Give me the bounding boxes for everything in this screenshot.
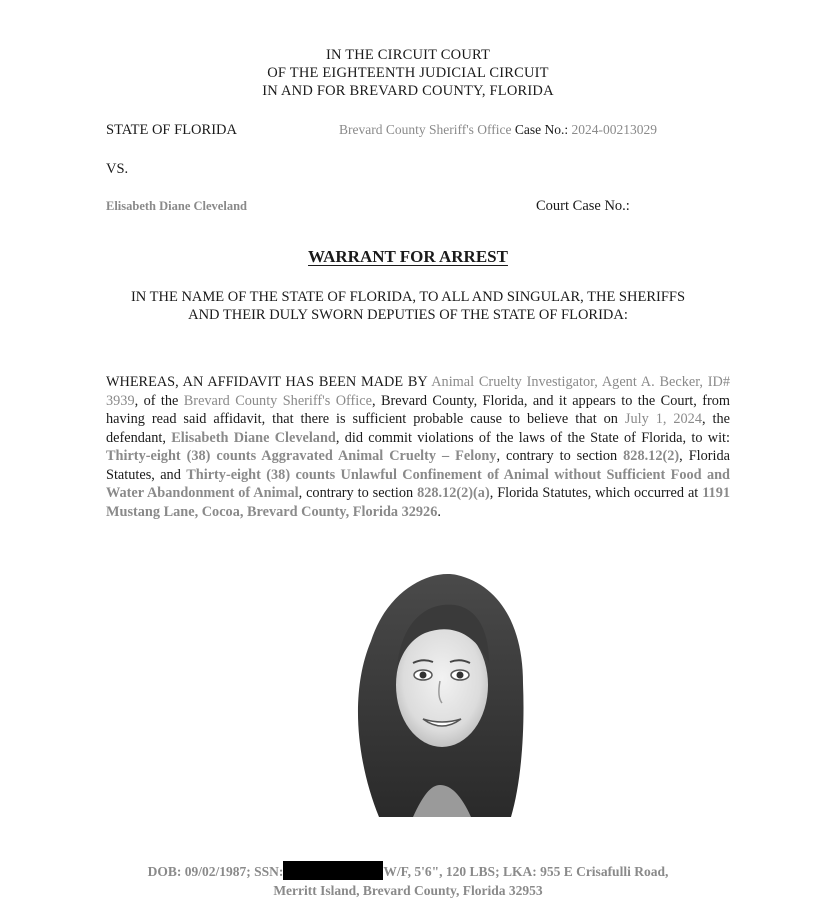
- redaction-bar: [283, 861, 383, 880]
- defendant-description: [0, 861, 816, 900]
- charge-2: Thirty-eight (38) counts Unlawful Confinement of Animal without Sufficient Food and Water Abandonment of Animal: [106, 466, 731, 501]
- body-text-9: , Florida Statutes, which occurred at: [489, 485, 703, 501]
- intro-line1: IN THE NAME OF THE STATE OF FLORIDA, TO ALL AND SINGULAR, THE SHERIFFS: [130, 289, 686, 305]
- body-text-4: , the defendant,: [106, 411, 730, 446]
- physical-description: W/F, 5'6", 120 LBS; LKA: 955 E Crisafulli Road,: [383, 864, 669, 879]
- intro-paragraph: [0, 288, 816, 324]
- defendant-photo: [339, 563, 541, 817]
- court-header-line3: IN AND FOR BREVARD COUNTY, FLORIDA: [262, 83, 554, 99]
- versus-label: VS.: [106, 161, 129, 177]
- warrant-body: [106, 373, 730, 521]
- offense-location: 1191 Mustang Lane, Cocoa, Brevard County, Florida 32926: [106, 485, 730, 520]
- agency-name: Brevard County Sheriff's Office: [339, 122, 512, 137]
- body-defendant: Elisabeth Diane Cleveland: [171, 429, 336, 446]
- body-text-10: .: [437, 503, 441, 520]
- court-header-line1: IN THE CIRCUIT COURT: [325, 47, 491, 63]
- body-text-3: , Brevard County, Florida, and it appears to the Court, from having read said affidavit, that there is sufficient probable cause to believe that on: [106, 392, 730, 427]
- body-text-6: , contrary to section: [496, 448, 624, 464]
- footer-line1: [0, 861, 816, 881]
- offense-date: July 1, 2024: [624, 411, 702, 427]
- charge-1: Thirty-eight (38) counts Aggravated Animal Cruelty – Felony: [106, 448, 497, 464]
- body-text-7: , Florida Statutes, and: [106, 448, 730, 483]
- body-text-1: WHEREAS, AN AFFIDAVIT HAS BEEN MADE BY: [106, 374, 432, 390]
- portrait-image: [339, 563, 541, 817]
- body-agency: Brevard County Sheriff's Office: [183, 392, 372, 409]
- body-text-5: , did commit violations of the laws of the State of Florida, to wit:: [335, 429, 730, 446]
- court-case-label: Court Case No.:: [536, 198, 630, 214]
- dob-ssn-label: DOB: 09/02/1987; SSN:: [147, 864, 284, 879]
- court-header: [0, 46, 816, 100]
- court-header-line2: OF THE EIGHTEENTH JUDICIAL CIRCUIT: [267, 65, 549, 81]
- state-label: STATE OF FLORIDA: [106, 122, 237, 138]
- agency-case-line: [339, 121, 657, 139]
- case-number: 2024-00213029: [571, 122, 658, 137]
- document-title-text: WARRANT FOR ARREST: [308, 247, 508, 266]
- body-text-8: , contrary to section: [298, 485, 418, 501]
- case-label: Case No.:: [514, 122, 569, 137]
- body-text-2: , of the: [134, 392, 184, 409]
- statute-1: 828.12(2): [623, 448, 680, 464]
- statute-2: 828.12(2)(a): [417, 485, 490, 501]
- defendant-name: Elisabeth Diane Cleveland: [106, 199, 247, 213]
- intro-line2: AND THEIR DULY SWORN DEPUTIES OF THE STATE OF FLORIDA:: [188, 307, 628, 323]
- affiant-name: Animal Cruelty Investigator, Agent A. Becker, ID# 3939: [106, 374, 731, 409]
- document-title: [0, 247, 816, 267]
- footer-line2: Merritt Island, Brevard County, Florida 32953: [273, 883, 543, 898]
